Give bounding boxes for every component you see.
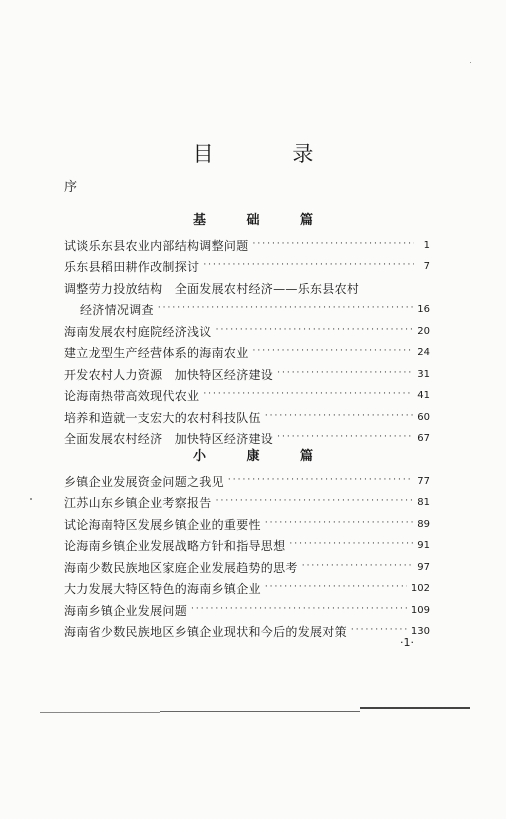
scan-artifact-line (160, 711, 360, 712)
toc-page-number: 89 (417, 518, 430, 530)
dot-leader (253, 344, 414, 358)
dot-leader (203, 258, 414, 272)
toc-entry[interactable] (64, 403, 430, 425)
toc-page-number: 60 (417, 411, 430, 423)
dot-leader (351, 623, 407, 637)
toc-entry[interactable] (64, 360, 430, 382)
toc-entry-title: 海南少数民族地区家庭企业发展趋势的思考 (64, 560, 298, 575)
dot-leader (191, 602, 407, 616)
toc-entry-title: 试论海南特区发展乡镇企业的重要性 (64, 517, 261, 532)
toc-page-number: 7 (423, 261, 430, 272)
dot-leader (228, 473, 413, 487)
toc-entry-title: 试谈乐东县农业内部结构调整问题 (64, 238, 249, 253)
toc-entry-title: 全面发展农村经济 加快特区经济建设 (64, 432, 274, 446)
toc-entry[interactable] (64, 253, 430, 275)
dot-leader (216, 494, 414, 508)
dot-leader (216, 323, 414, 337)
dot-leader (277, 366, 413, 380)
toc-page-number: 20 (417, 325, 430, 337)
toc-page-number: 24 (417, 347, 430, 358)
scan-speck (30, 498, 32, 500)
dot-leader (289, 537, 413, 551)
toc-page-number: 109 (410, 604, 430, 616)
toc-page-number: 1 (423, 239, 430, 251)
section-heading-xiaokang: 小 康 篇 (192, 449, 332, 464)
toc-entry-title: 江苏山东乡镇企业考察报告 (64, 496, 212, 510)
section-heading-jichu: 基 础 篇 (192, 213, 332, 228)
toc-entry[interactable] (64, 532, 430, 554)
toc-entry-title: 大力发展大特区特色的海南乡镇企业 (64, 582, 261, 596)
toc-entry-title: 乡镇企业发展资金问题之我见 (64, 474, 224, 489)
dot-leader (265, 580, 407, 594)
toc-page-number: 81 (417, 497, 430, 508)
toc-entry-title: 培养和造就一支宏大的农村科技队伍 (64, 410, 261, 425)
toc-page-number: 77 (417, 475, 430, 487)
toc-page-number: 41 (417, 390, 430, 401)
toc-entry[interactable] (64, 231, 430, 253)
toc-entry[interactable] (64, 382, 430, 404)
toc-page-number: 130 (410, 626, 430, 637)
toc-page-number: 102 (410, 583, 430, 594)
toc-page-number: 31 (417, 368, 430, 380)
toc-entry-first-line[interactable] (64, 274, 430, 296)
page-title: 目 录 (192, 142, 350, 166)
toc-page-number: 91 (417, 540, 430, 551)
scan-artifact-line (360, 707, 470, 709)
toc-entry[interactable] (64, 467, 430, 489)
scan-speck (470, 62, 471, 63)
dot-leader (265, 516, 413, 530)
toc-entry-title: 海南省少数民族地区乡镇企业现状和今后的发展对策 (64, 625, 347, 639)
dot-leader (253, 237, 414, 251)
dot-leader (158, 301, 413, 315)
toc-entry-title: 海南乡镇企业发展问题 (64, 603, 188, 618)
toc-entry-title: 论海南乡镇企业发展战略方针和指导思想 (64, 539, 286, 553)
dot-leader (203, 387, 413, 401)
toc-list-xiaokang (64, 467, 430, 639)
toc-page-number: 16 (417, 304, 430, 315)
dot-leader (265, 409, 413, 423)
toc-entry-title: 论海南热带高效现代农业 (64, 389, 200, 403)
dot-leader (277, 430, 413, 444)
toc-entry[interactable] (64, 596, 430, 618)
toc-entry-title: 乐东县稻田耕作改制探讨 (64, 260, 200, 274)
preface-entry: 序 (64, 180, 78, 195)
toc-entry[interactable] (64, 575, 430, 597)
page-folio: ·1· (400, 636, 414, 649)
toc-entry-title: 开发农村人力资源 加快特区经济建设 (64, 367, 274, 382)
dot-leader (302, 559, 414, 573)
toc-list-jichu (64, 231, 430, 446)
toc-entry[interactable] (64, 425, 430, 447)
toc-entry[interactable] (64, 553, 430, 575)
toc-entry[interactable] (64, 339, 430, 361)
toc-entry-title: 海南发展农村庭院经济浅议 (64, 324, 212, 339)
toc-page-number: 97 (417, 561, 430, 573)
toc-entry[interactable] (64, 510, 430, 532)
toc-entry-title: 经济情况调查 (80, 303, 154, 317)
scan-artifact-line (40, 712, 160, 713)
toc-page-number: 67 (417, 433, 430, 444)
toc-entry[interactable] (64, 317, 430, 339)
toc-entry-title: 建立龙型生产经营体系的海南农业 (64, 346, 249, 360)
toc-entry-continuation[interactable] (64, 296, 430, 318)
toc-entry[interactable] (64, 618, 430, 640)
toc-entry[interactable] (64, 489, 430, 511)
toc-entry-title: 调整劳力投放结构 全面发展农村经济——乐东县农村 (64, 281, 360, 296)
